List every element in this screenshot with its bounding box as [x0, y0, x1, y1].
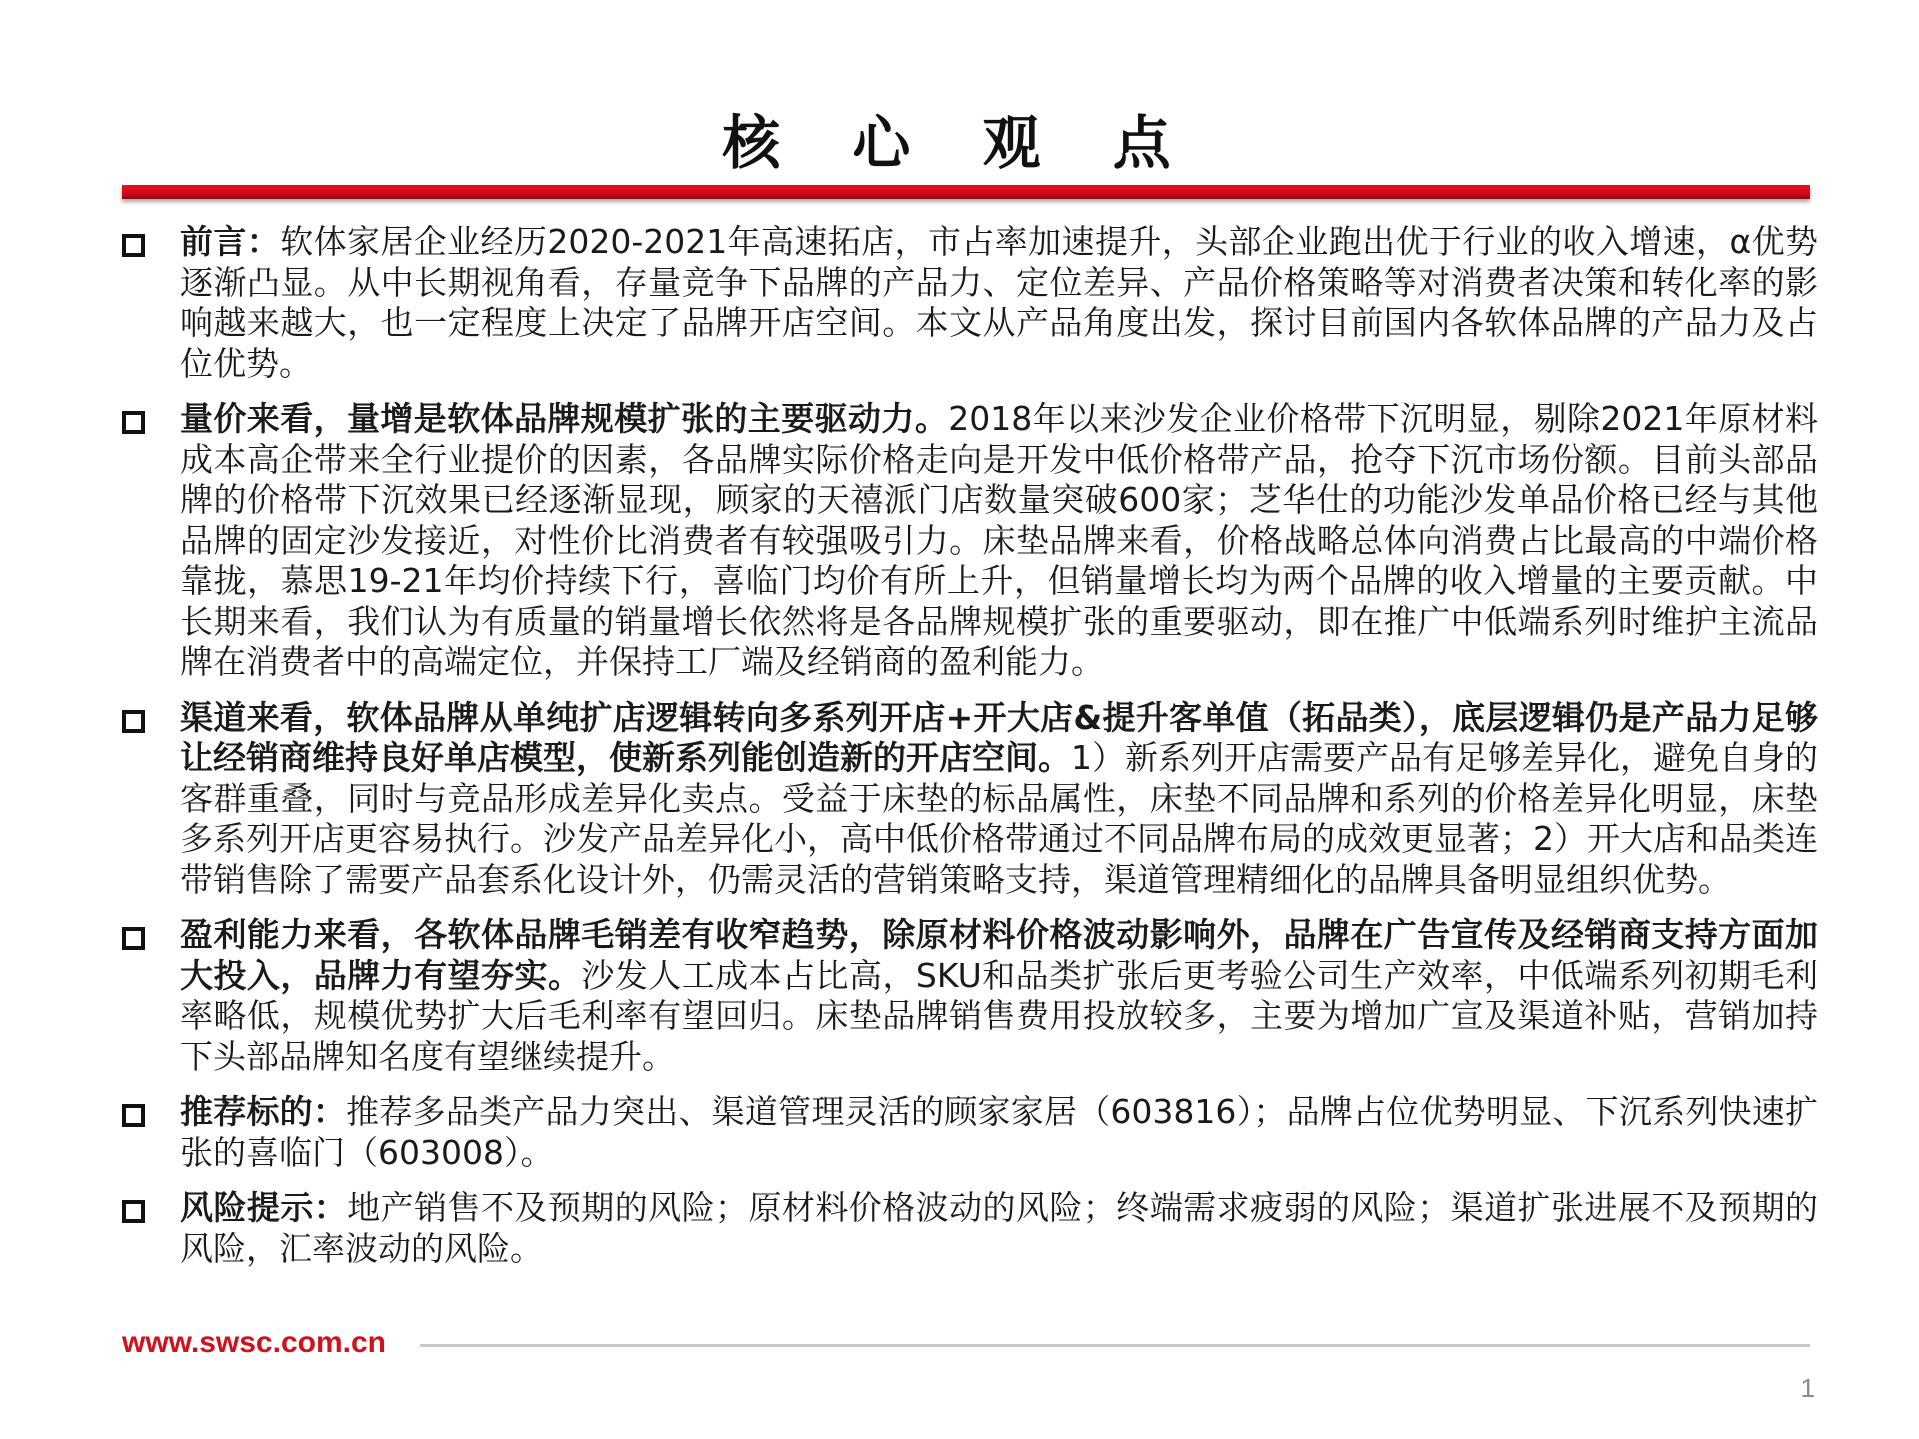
bullet-body: 2018年以来沙发企业价格带下沉明显，剔除2021年原材料成本高企带来全行业提价的因素，各品牌实际价格走向是开发中低价格带产品，抢夺下沉市场份额。目前头部品牌的价格带下沉效果已经逐渐显现，顾家的天禧派门店数量突破600家；芝华仕的功能沙发单品价格已经与其他品牌的固定沙发接近，对性价比消费者有较强吸引力。床垫品牌来看，价格战略总体向消费占比最高的中端价格靠拢，慕思19-21年均价持续下行，喜临门均价有所上升，但销量增长均为两个品牌的收入增量的主要贡献。中长期来看，我们认为有质量的销量增长依然将是各品牌规模扩张的重要驱动，即在推广中低端系列时维护主流品牌在消费者中的高端定位，并保持工厂端及经销商的盈利能力。 [180, 399, 1818, 681]
bullet-recommendation [118, 1092, 1818, 1173]
bullet-profitability [118, 915, 1818, 1077]
bullet-body: 推荐多品类产品力突出、渠道管理灵活的顾家家居（603816）；品牌占位优势明显、下沉系列快速扩张的喜临门（603008）。 [180, 1092, 1819, 1172]
bullet-volume-price [118, 399, 1818, 683]
bullet-lead: 量价来看，量增是软体品牌规模扩张的主要驱动力。 [180, 399, 949, 438]
key-points-list [118, 222, 1818, 1284]
bullet-lead: 渠道来看，软体品牌从单纯扩店逻辑转向多系列开店+开大店&提升客单值（拓品类），底层逻辑仍是产品力足够让经销商维持良好单店模型，使新系列能创造新的开店空间。 [180, 697, 1818, 777]
bullet-lead: 盈利能力来看，各软体品牌毛销差有收窄趋势，除原材料价格波动影响外，品牌在广告宣传及经销商支持方面加大投入，品牌力有望夯实。 [180, 915, 1818, 995]
bullet-lead: 风险提示： [180, 1188, 348, 1227]
square-bullet-icon [122, 710, 145, 733]
bullet-risk [118, 1188, 1818, 1269]
bullet-lead: 推荐标的： [180, 1092, 347, 1131]
page-number: 1 [1800, 1373, 1815, 1403]
bullet-body: 软体家居企业经历2020-2021年高速拓店，市占率加速提升，头部企业跑出优于行业的收入增速，α优势逐渐凸显。从中长期视角看，存量竞争下品牌的产品力、定位差异、产品价格策略等对消费者决策和转化率的影响越来越大，也一定程度上决定了品牌开店空间。本文从产品角度出发，探讨目前国内各软体品牌的产品力及占位优势。 [180, 222, 1818, 383]
bullet-body: 沙发人工成本占比高，SKU和品类扩张后更考验公司生产效率，中低端系列初期毛利率略低，规模优势扩大后毛利率有望回归。床垫品牌销售费用投放较多，主要为增加广宣及渠道补贴，营销加持下头部品牌知名度有望继续提升。 [180, 955, 1819, 1076]
footer-website-link[interactable]: www.swsc.com.cn [122, 1326, 386, 1359]
bullet-body: 1）新系列开店需要产品有足够差异化，避免自身的客群重叠，同时与竞品形成差异化卖点。受益于床垫的标品属性，床垫不同品牌和系列的价格差异化明显，床垫多系列开店更容易执行。沙发产品差异化小，高中低价格带通过不同品牌布局的成效更显著；2）开大店和品类连带销售除了需要产品套系化设计外，仍需灵活的营销策略支持，渠道管理精细化的品牌具备明显组织优势。 [180, 738, 1818, 899]
page-title: 核 心 观 点 [722, 109, 1197, 177]
footer-divider [420, 1344, 1810, 1347]
bullet-lead: 前言： [180, 222, 281, 261]
square-bullet-icon [122, 1200, 145, 1223]
square-bullet-icon [122, 927, 145, 950]
square-bullet-icon [122, 234, 145, 257]
bullet-channel [118, 698, 1818, 901]
square-bullet-icon [122, 411, 145, 434]
bullet-foreword [118, 222, 1818, 384]
title-divider [122, 185, 1810, 199]
square-bullet-icon [122, 1104, 145, 1127]
bullet-body: 地产销售不及预期的风险；原材料价格波动的风险；终端需求疲弱的风险；渠道扩张进展不及预期的风险，汇率波动的风险。 [180, 1188, 1818, 1268]
